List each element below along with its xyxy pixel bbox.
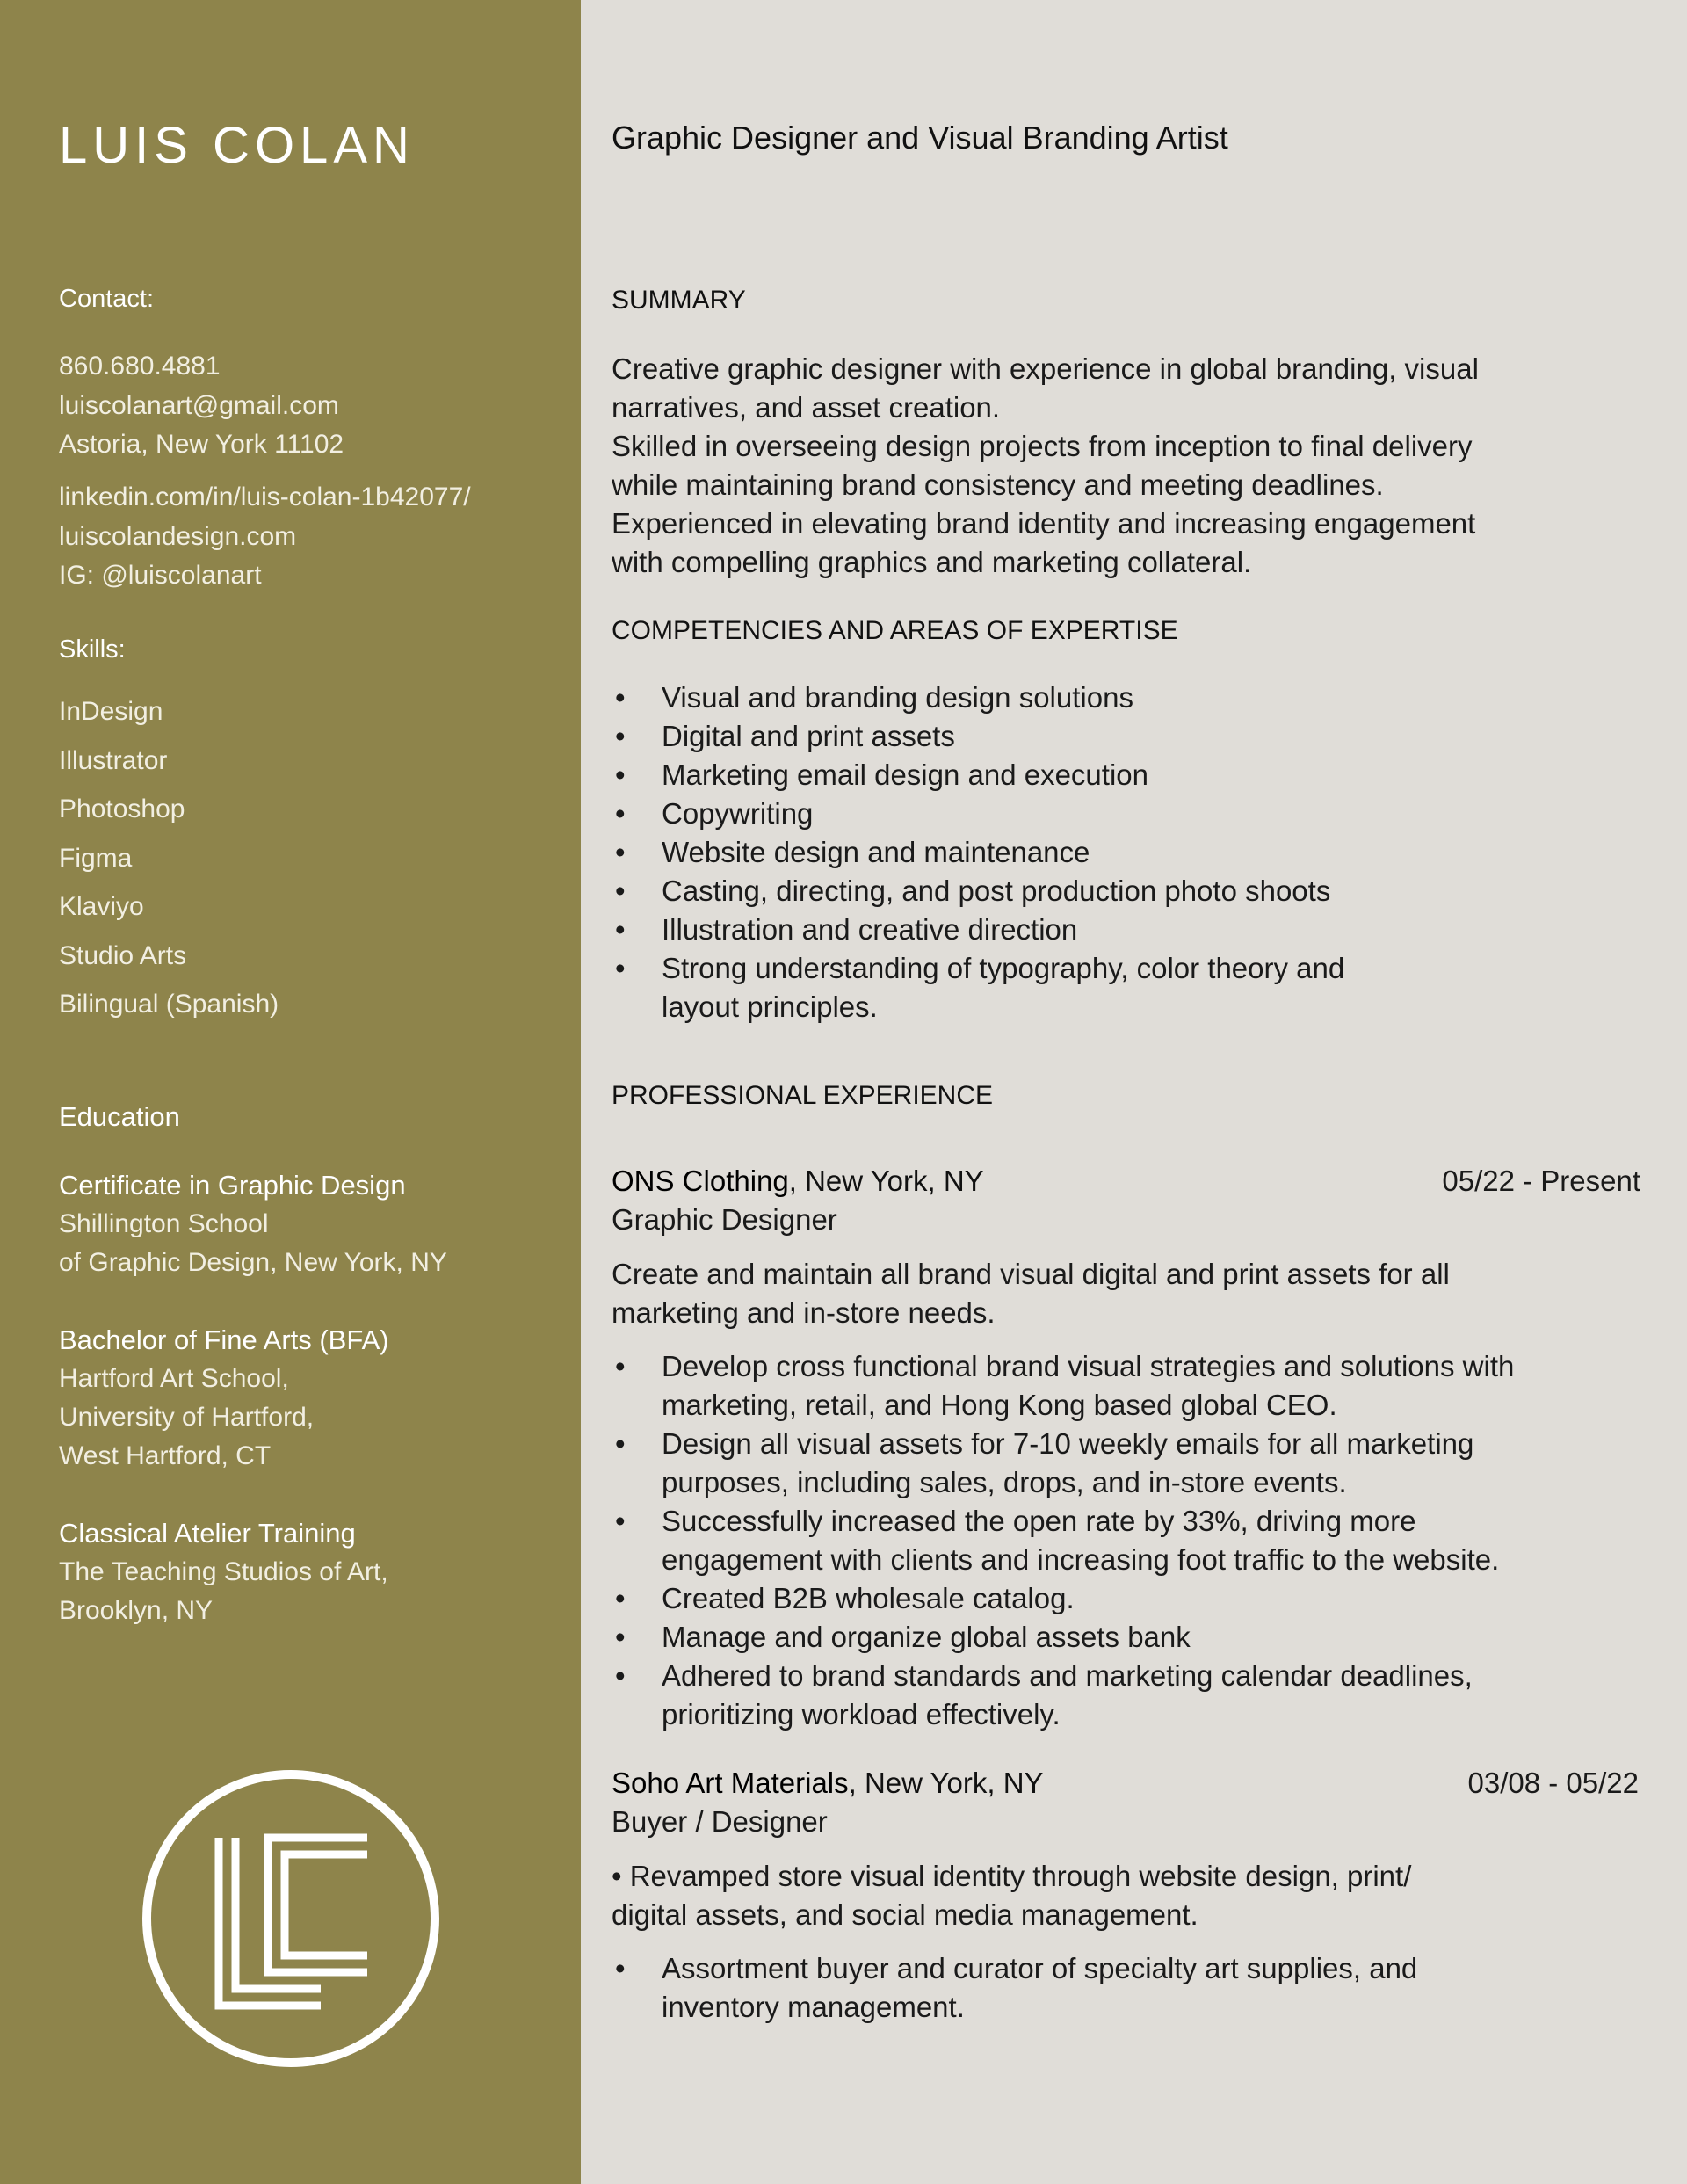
- contact-phone[interactable]: 860.680.4881: [59, 352, 221, 381]
- experience-heading: PROFESSIONAL EXPERIENCE: [612, 1081, 994, 1110]
- job-location: , New York, NY: [848, 1767, 1044, 1799]
- education-line: West Hartford, CT: [59, 1441, 272, 1470]
- summary-heading: SUMMARY: [612, 286, 746, 315]
- list-item: • Assortment buyer and curator of specialty art supplies, and inventory management.: [615, 1952, 1418, 2023]
- skill-item: Illustrator: [59, 745, 168, 775]
- education-degree: Certificate in Graphic Design: [59, 1170, 406, 1201]
- list-item: • Website design and maintenance: [615, 836, 1090, 868]
- job-bullets: [612, 1347, 1514, 1734]
- summary-text: [612, 350, 1640, 582]
- education-entry: [59, 1514, 388, 1630]
- job-title: Graphic Designer and Visual Branding Artist: [612, 120, 1228, 156]
- education-degree: Classical Atelier Training: [59, 1518, 356, 1549]
- contact-linkedin[interactable]: linkedin.com/in/luis-colan-1b42077/: [59, 483, 471, 512]
- summary-line: Experienced in elevating brand identity and increasing engagement: [612, 507, 1476, 540]
- list-item: • Develop cross functional brand visual strategies and solutions with marketing, retail, and Hong Kong based global CEO.: [615, 1350, 1515, 1421]
- skill-item: Klaviyo: [59, 892, 144, 921]
- list-item: • Design all visual assets for 7-10 weekly emails for all marketing purposes, including sales, drops, and in-store events.: [615, 1427, 1474, 1498]
- job-company-line: [612, 1764, 1044, 1803]
- competencies-list: [612, 678, 1344, 1027]
- contact-heading: Contact:: [59, 285, 154, 313]
- list-item: • Copywriting: [615, 797, 814, 830]
- lc-monogram-logo-icon: [141, 1768, 441, 2069]
- education-line: Brooklyn, NY: [59, 1596, 214, 1625]
- competencies-heading: COMPETENCIES AND AREAS OF EXPERTISE: [612, 616, 1178, 645]
- job-description-line: Create and maintain all brand visual digital and print assets for all: [612, 1258, 1450, 1290]
- job-bullet-line: • Revamped store visual identity through website design, print/: [612, 1860, 1412, 1892]
- job-company: Soho Art Materials: [612, 1767, 849, 1799]
- skill-item: InDesign: [59, 697, 163, 726]
- skill-item: Studio Arts: [59, 940, 187, 970]
- list-item: • Manage and organize global assets bank: [615, 1621, 1191, 1653]
- job-bullet-paragraph: [612, 1857, 1640, 1934]
- contact-location: Astoria, New York 11102: [59, 430, 344, 459]
- education-line: University of Hartford,: [59, 1403, 315, 1432]
- job-company: ONS Clothing: [612, 1165, 789, 1197]
- job-company-line: [612, 1162, 984, 1201]
- list-item: • Strong understanding of typography, color theory and layout principles.: [615, 952, 1345, 1023]
- summary-line: Skilled in overseeing design projects from inception to final delivery: [612, 430, 1473, 462]
- education-line: The Teaching Studios of Art,: [59, 1557, 388, 1586]
- summary-line: with compelling graphics and marketing collateral.: [612, 546, 1252, 578]
- summary-line: while maintaining brand consistency and meeting deadlines.: [612, 468, 1384, 501]
- summary-line: narratives, and asset creation.: [612, 391, 1001, 424]
- contact-links: [59, 478, 471, 596]
- education-line: Hartford Art School,: [59, 1364, 289, 1393]
- education-line: Shillington School: [59, 1209, 269, 1238]
- summary-line: Creative graphic designer with experience in global branding, visual: [612, 352, 1479, 385]
- job-role: Graphic Designer: [612, 1203, 837, 1236]
- education-degree: Bachelor of Fine Arts (BFA): [59, 1324, 389, 1355]
- list-item: • Marketing email design and execution: [615, 758, 1148, 791]
- education-entry: [59, 1166, 447, 1282]
- skill-item: Bilingual (Spanish): [59, 990, 279, 1019]
- contact-block: [59, 347, 344, 465]
- contact-instagram[interactable]: IG: @luiscolanart: [59, 561, 262, 590]
- list-item: • Illustration and creative direction: [615, 913, 1078, 946]
- job-dates: 03/08 - 05/22: [1467, 1767, 1639, 1799]
- contact-email[interactable]: luiscolanart@gmail.com: [59, 390, 339, 420]
- job-location: , New York, NY: [788, 1165, 984, 1197]
- skills-heading: Skills:: [59, 635, 126, 664]
- list-item: • Casting, directing, and post production photo shoots: [615, 874, 1331, 907]
- list-item: • Created B2B wholesale catalog.: [615, 1582, 1075, 1614]
- job-bullet-line: digital assets, and social media management.: [612, 1898, 1198, 1931]
- list-item: • Digital and print assets: [615, 720, 955, 752]
- candidate-name: LUIS COLAN: [59, 117, 415, 174]
- job-description: [612, 1255, 1640, 1332]
- education-heading: Education: [59, 1101, 180, 1132]
- skill-item: Photoshop: [59, 795, 185, 824]
- list-item: • Visual and branding design solutions: [615, 681, 1133, 714]
- job-bullets: [612, 1949, 1417, 2027]
- main-content: [581, 0, 1687, 2184]
- skills-list: [59, 687, 279, 1029]
- job-role: Buyer / Designer: [612, 1805, 828, 1838]
- education-entry: [59, 1321, 389, 1476]
- sidebar: [0, 0, 581, 2184]
- job-dates: 05/22 - Present: [1442, 1165, 1640, 1197]
- job-description-line: marketing and in-store needs.: [612, 1296, 996, 1329]
- skill-item: Figma: [59, 843, 133, 873]
- list-item: • Adhered to brand standards and marketing calendar deadlines, prioritizing workload effectively.: [615, 1659, 1473, 1731]
- contact-website[interactable]: luiscolandesign.com: [59, 521, 297, 551]
- education-line: of Graphic Design, New York, NY: [59, 1248, 447, 1277]
- list-item: • Successfully increased the open rate by 33%, driving more engagement with clients and increasing foot traffic to the website.: [615, 1505, 1500, 1576]
